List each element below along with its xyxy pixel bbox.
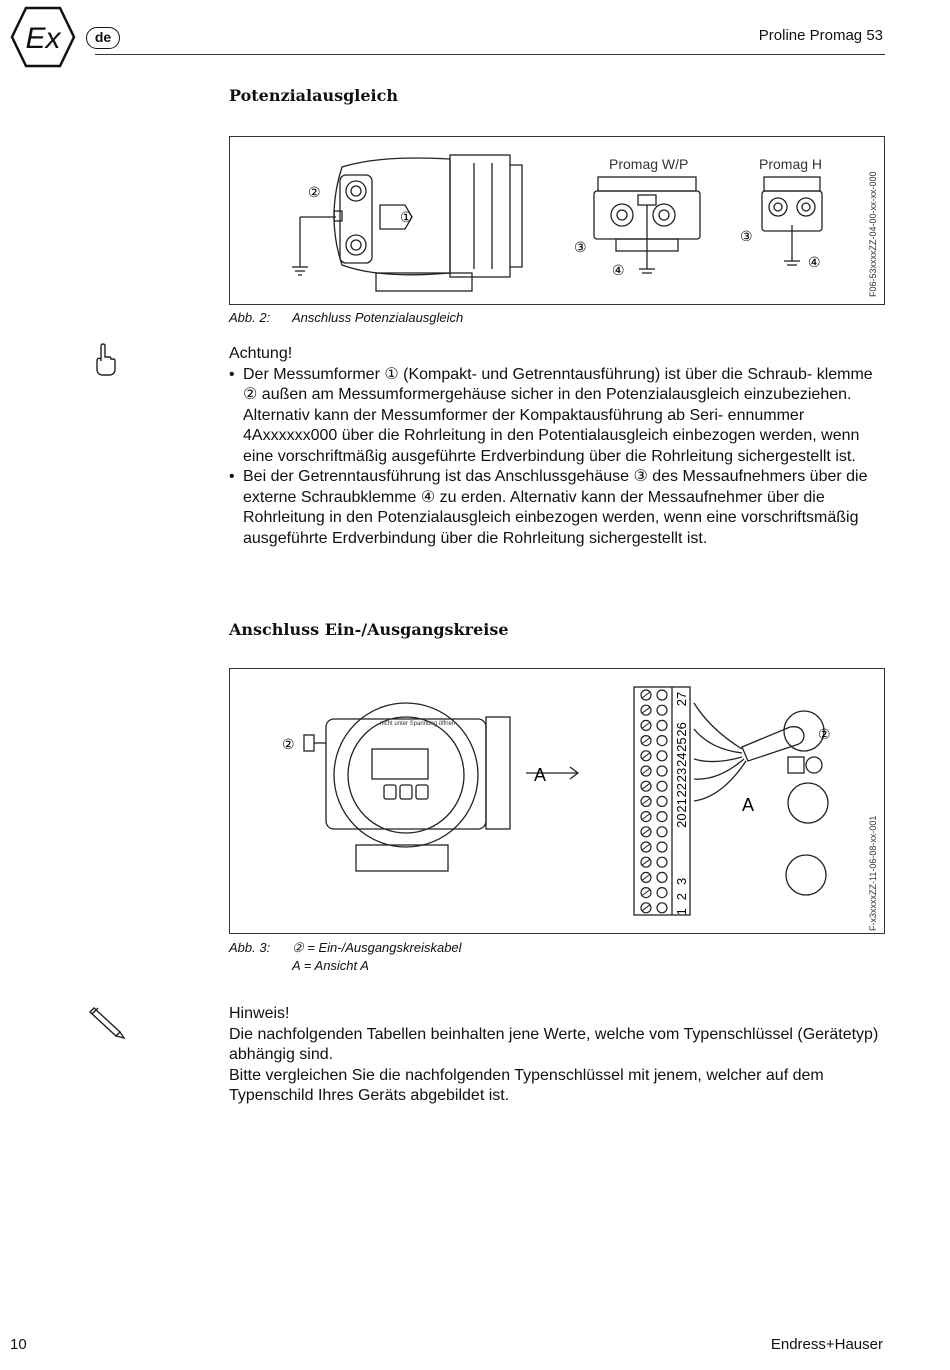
terminal-screw-slot: [642, 890, 650, 896]
figure-code-1: F06-53xxxxZZ-04-00-xx-xx-000: [868, 171, 878, 297]
language-badge: [86, 27, 120, 49]
terminal-label: 26: [674, 722, 689, 737]
caption3-line2: A = Ansicht A: [292, 958, 369, 973]
terminal-label: 21: [674, 798, 689, 813]
hint-line-1: Die nachfolgenden Tabellen beinhalten jene Werte, welche vom Typenschlüssel (Gerätetyp) abhängig sind.: [229, 1025, 879, 1063]
view-label-arrow: A: [534, 765, 547, 785]
terminal-screw-slot: [642, 783, 650, 789]
label-promag-wp: Promag W/P: [609, 156, 689, 172]
view-label-detail: A: [742, 795, 755, 815]
header-rule: [95, 54, 885, 55]
marker-4-h: ④: [808, 254, 821, 270]
terminal-screw: [657, 812, 667, 822]
terminal-label: 23: [674, 767, 689, 783]
terminal-screw: [657, 903, 667, 913]
brand-name: Endress+Hauser: [770, 1336, 883, 1353]
terminal-screw-slot: [642, 707, 650, 713]
terminal-screw-slot: [642, 859, 650, 865]
terminal-screw: [657, 796, 667, 806]
terminal-labels: [674, 692, 689, 916]
marker-1: ①: [400, 209, 413, 225]
marker-3-wp: ③: [574, 239, 587, 255]
hand-pointer-icon: [92, 343, 118, 377]
page-number: 10: [10, 1336, 27, 1353]
caption3-line1: ② = Ein-/Ausgangskreiskabel: [292, 940, 462, 955]
terminal-screw-slot: [642, 874, 650, 880]
caption-number: Abb. 2:: [229, 310, 271, 325]
terminal-label: 27: [674, 691, 689, 707]
warning-title: Achtung!: [229, 345, 293, 362]
figure-io-circuits: [229, 668, 885, 934]
terminal-screw-slot: [642, 814, 650, 820]
terminal-label: 2: [674, 892, 689, 901]
product-name: Proline Promag 53: [758, 27, 883, 44]
terminal-label: 25: [674, 737, 689, 752]
label-promag-h: Promag H: [759, 156, 823, 172]
terminal-screw: [657, 842, 667, 852]
terminal-screw: [657, 781, 667, 791]
figure-caption-2: [229, 310, 464, 325]
figure-potential-equalization: [229, 136, 885, 305]
terminal-screw: [657, 872, 667, 882]
ex-logo: [10, 6, 76, 68]
terminal-screw-slot: [642, 738, 650, 744]
figure-caption-3: [229, 940, 462, 973]
marker-4-wp: ④: [612, 262, 625, 278]
pencil-icon: [88, 1004, 126, 1040]
terminal-screw-slot: [642, 722, 650, 728]
terminal-screw-slot: [642, 798, 650, 804]
figure-code-2: F-x3xxxxZZ-11-06-08-xx-001: [868, 815, 878, 931]
terminal-screw: [657, 720, 667, 730]
terminal-label: 24: [674, 752, 689, 768]
warning-bullet-1: • Der Messumformer ① (Kompakt- und Getrenntausführung) ist über die Schraub- klemme ② außen am Messumformergehäuse sicher in den Potenzialausgleich einzubeziehen. Alternativ kann der Messumformer der Kompaktausführung ab Seri- ennummer 4Axxxxxx000 über die Rohrleitung in den Potentialausgleich einbezogen werden, wenn eine vorschriftmäßig ausgeführte Erdverbindung über die Rohrleitung sichergestellt ist.: [229, 365, 885, 468]
language-badge-label: de: [94, 29, 112, 45]
section-heading-potential: Potenzialausgleich: [229, 86, 398, 105]
terminal-screw: [657, 766, 667, 776]
terminal-screw: [657, 690, 667, 700]
terminal-screw-slot: [642, 829, 650, 835]
terminal-screws: [641, 690, 667, 913]
ex-mark: Ex: [25, 22, 61, 55]
hint-line-2: Bitte vergleichen Sie die nachfolgenden Typenschlüssel mit jenem, welcher auf dem Typenschild Ihres Geräts abgebildet ist.: [229, 1066, 824, 1104]
terminal-label: 22: [674, 782, 689, 798]
terminal-screw: [657, 736, 667, 746]
terminal-screw: [657, 751, 667, 761]
hint-title: Hinweis!: [229, 1005, 290, 1022]
caption3-number: Abb. 3:: [229, 940, 271, 955]
terminal-screw-slot: [642, 844, 650, 850]
terminal-label: 20: [674, 813, 689, 828]
marker-3-h: ③: [740, 228, 753, 244]
cover-text-1: nicht unter Spannung öffnen: [380, 721, 456, 727]
promag-wp-drawing: [594, 177, 700, 273]
terminal-screw: [657, 857, 667, 867]
terminal-screw: [657, 705, 667, 715]
section-heading-io: Anschluss Ein-/Ausgangskreise: [229, 620, 509, 639]
terminal-screw-slot: [642, 905, 650, 911]
caption-text: Anschluss Potenzialausgleich: [292, 310, 464, 325]
marker-2-transmitter: ②: [308, 184, 321, 200]
cable-marker-right: ②: [818, 726, 831, 742]
terminal-label: 1: [674, 908, 689, 916]
promag-h-drawing: [762, 177, 822, 265]
cable-drawing: [694, 703, 828, 895]
terminal-screw-slot: [642, 692, 650, 698]
terminal-screw-slot: [642, 753, 650, 759]
warning-bullet-2: • Bei der Getrenntausführung ist das Anschlussgehäuse ③ des Messaufnehmers über die externe Schraubklemme ④ zu erden. Alternativ kann der Messaufnehmer über die Rohrleitung in den Potenzialausgleich einbezogen werden, wenn eine vorschriftsmäßig ausgeführte Erdverbindung über die Rohrleitung sichergestellt ist.: [229, 467, 885, 549]
terminal-label: 3: [674, 877, 689, 886]
terminal-screw-slot: [642, 768, 650, 774]
terminal-screw: [657, 888, 667, 898]
hint-note: [229, 1004, 885, 1107]
cable-marker-left: ②: [282, 736, 295, 752]
terminal-screw: [657, 827, 667, 837]
warning-note: [229, 344, 885, 549]
transmitter-front-drawing: [304, 703, 578, 871]
